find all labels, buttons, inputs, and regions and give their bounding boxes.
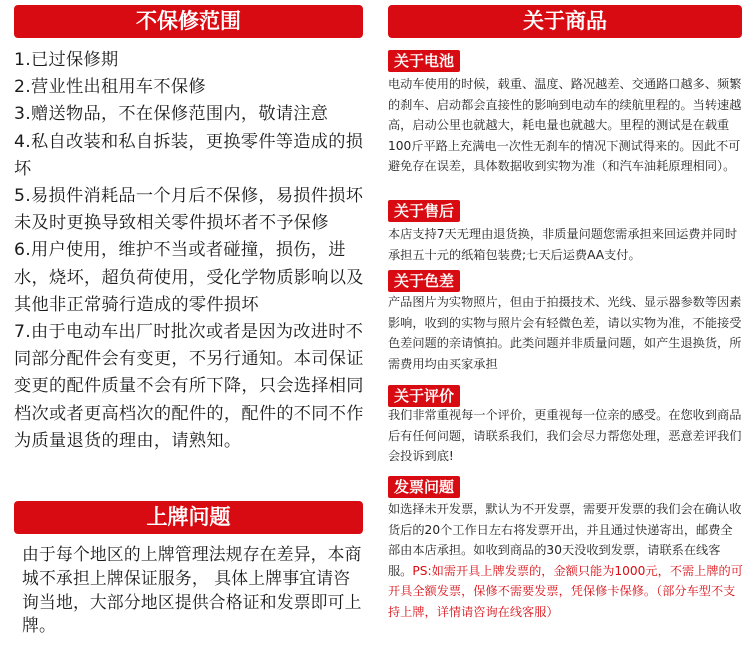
warranty-item: 6.用户使用，维护不当或者碰撞，损伤，进水，烧坏，超负荷使用，受化学物质影响以及其他非正常骑行造成的零件损坏: [14, 240, 364, 315]
color-difference-section-title: 关于色差: [388, 270, 460, 292]
warranty-item: 1.已过保修期: [14, 50, 119, 70]
invoice-body: 如选择未开发票，默认为不开发票，需要开发票的我们会在确认收货后的20个工作日左右将发票开出，并且通过快递寄出，邮费全部由本店承担。如收到商品的30天没收到发票，请联系在线客服。: [388, 502, 742, 578]
after-sales-section-title: 关于售后: [388, 200, 460, 222]
warranty-item: 5.易损件消耗品一个月后不保修，易损件损坏未及时更换导致相关零件损坏者不予保修: [14, 186, 364, 234]
warranty-item: 3.赠送物品，不在保修范围内，敬请注意: [14, 104, 329, 125]
license-plate-banner: 上牌问题: [14, 501, 363, 534]
warranty-item: 7.由于电动车出厂时批次或者是因为改进时不同部分配件会有变更，不另行通知。本司保证变更的配件质量不会有所下降，只会选择相同档次或者更高档次的配件的，配件的不同不作为质量退货的理由，请熟知。: [14, 322, 364, 451]
after-sales-section-text: 本店支持7天无理由退货换，非质量问题您需承担来回运费并同时承担五十元的纸箱包装费;七天后运费AA支付。: [388, 227, 738, 262]
license-plate-text: 由于每个地区的上牌管理法规存在差异，本商城不承担上牌保证服务， 具体上牌事宜请咨询当地，大部分地区提供合格证和发票即可上牌。: [22, 544, 362, 636]
warranty-item: 4.私自改装和私自拆装，更换零件等造成的损坏: [14, 131, 364, 179]
about-product-banner: 关于商品: [388, 5, 742, 38]
battery-section-text: 电动车使用的时候，载重、温度、路况越差、交通路口越多、频繁的刹车、启动都会直接性的影响到电动车的续航里程的。当转速越高，启动公里也就越大，耗电量也就越大。里程的测试是在载重100斤平路上充满电一次性无刹车的情况下测试得来的。因此不可避免存在误差，具体数据收到实物为准（和汽车油耗原理相同）。: [388, 77, 742, 173]
invoice-section-title: 发票问题: [388, 476, 460, 498]
reviews-section-title: 关于评价: [388, 385, 460, 407]
warranty-exclusions-banner: 不保修范围: [14, 5, 363, 38]
invoice-section-text: [388, 499, 744, 622]
invoice-highlight: PS:如需开具上牌发票的，金额只能为1000元，不需上牌的可开具全额发票，保修不需要发票，凭保修卡保修。（部分车型不支持上牌，详情请咨询在线客服）: [388, 563, 743, 619]
color-difference-section-text: 产品图片为实物照片，但由于拍摄技术、光线、显示器参数等因素影响，收到的实物与照片会有轻微色差，请以实物为准，不能接受色差问题的亲请慎拍。此类问题并非质量问题，如产生退换货，所需费用均由买家承担: [388, 295, 742, 371]
battery-section-title: 关于电池: [388, 50, 460, 72]
warranty-exclusions-list: [14, 47, 370, 455]
warranty-item: 2.营业性出租用车不保修: [14, 77, 206, 98]
reviews-section-text: 我们非常重视每一个评价，更重视每一位亲的感受。在您收到商品后有任何问题，请联系我们，我们会尽力帮您处理，恶意差评我们会投诉到底!: [388, 408, 742, 463]
